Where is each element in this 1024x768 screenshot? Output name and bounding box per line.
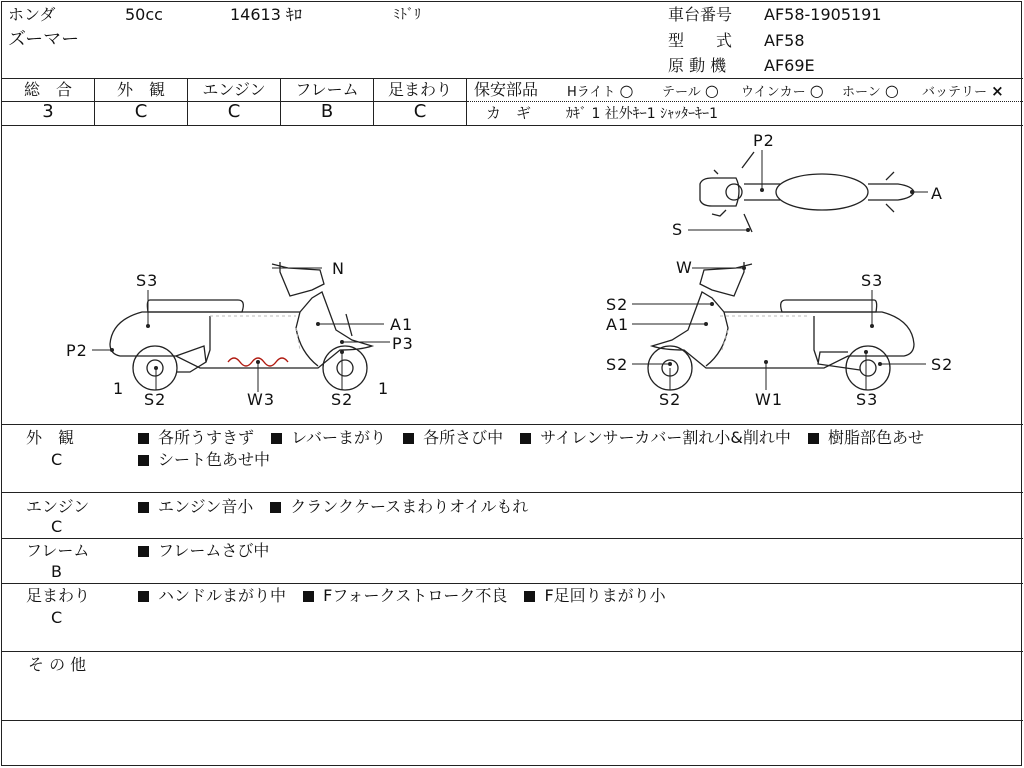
damage-label: P2 — [66, 341, 88, 360]
grade-overall: 3 — [42, 101, 54, 122]
damage-label: A1 — [390, 315, 414, 334]
key-info: ｶｷﾞ 1 社外ｷｰ1 ｼｬｯﾀｰｷｰ1 — [566, 106, 719, 122]
type-value: AF58 — [764, 31, 805, 50]
divider — [1, 492, 1023, 493]
safety-item-headlight: Hライト ○ — [567, 81, 634, 100]
divider — [1, 720, 1023, 721]
damage-label: W — [676, 258, 693, 277]
damage-label: S2 — [659, 390, 682, 409]
safety-item-tail: テール ○ — [662, 81, 719, 100]
bullet-icon — [270, 502, 281, 513]
key-label: カ ギ — [486, 104, 532, 122]
damage-label: S3 — [861, 271, 884, 290]
remark-category: そ の 他 — [28, 655, 87, 674]
bullet-icon — [808, 433, 819, 444]
remark-category: エンジン — [26, 497, 90, 516]
damage-label: S2 — [606, 355, 629, 374]
engine-value: AF69E — [764, 56, 815, 75]
safety-item-battery: バッテリー × — [922, 82, 1004, 100]
status-mark: ○ — [884, 81, 899, 100]
remark-category: 外 観 — [26, 428, 75, 447]
safety-label: 保安部品 — [474, 80, 539, 99]
grade-frame: B — [320, 101, 334, 122]
status-mark: ○ — [619, 81, 634, 100]
status-mark: × — [991, 82, 1004, 100]
type-label: 型 式 — [668, 31, 733, 50]
damage-label: W1 — [755, 390, 783, 409]
remark-grade: C — [51, 450, 63, 469]
remark-line: ハンドルまがり中 Fフォークストローク不良 F足回りまがり小 — [138, 586, 666, 606]
damage-label: S2 — [331, 390, 354, 409]
damage-label: S3 — [856, 390, 879, 409]
remark-grade: C — [51, 517, 63, 536]
bullet-icon — [138, 433, 149, 444]
grade-label-suspension: 足まわり — [387, 80, 452, 99]
damage-label: W3 — [247, 390, 275, 409]
damage-label: N — [332, 259, 345, 278]
grade-label-exterior: 外 観 — [116, 80, 165, 99]
frame-no-label: 車台番号 — [668, 5, 733, 24]
bullet-icon — [520, 433, 531, 444]
bullet-icon — [138, 502, 149, 513]
status-mark: ○ — [704, 81, 719, 100]
remark-line: エンジン音小 クランクケースまわりオイルもれ — [138, 497, 528, 517]
divider — [1, 651, 1023, 652]
bullet-icon — [271, 433, 282, 444]
grade-engine: C — [227, 101, 241, 122]
damage-label: S2 — [606, 295, 629, 314]
grade-label-engine: エンジン — [202, 80, 266, 99]
damage-label: 1 — [378, 379, 390, 398]
damage-label: S2 — [144, 390, 167, 409]
remark-line: シート色あせ中 — [138, 450, 270, 470]
grade-label-frame: フレーム — [295, 80, 359, 99]
grade-suspension: C — [413, 101, 427, 122]
damage-label: A — [931, 184, 943, 203]
grade-exterior: C — [134, 101, 148, 122]
safety-item-horn: ホーン ○ — [842, 81, 899, 100]
damage-label: P2 — [753, 131, 775, 150]
remark-category: 足まわり — [26, 586, 91, 605]
color: ﾐﾄﾞﾘ — [393, 7, 421, 23]
remark-grade: C — [51, 608, 63, 627]
displacement: 50cc — [125, 5, 163, 24]
mileage: 14613 ｷﾛ — [230, 5, 302, 24]
engine-label: 原 動 機 — [668, 56, 727, 75]
model-name: ズーマー — [8, 29, 80, 50]
status-mark: ○ — [809, 81, 824, 100]
damage-label: P3 — [392, 334, 414, 353]
bullet-icon — [524, 591, 535, 602]
remark-grade: B — [51, 562, 62, 581]
remark-line: フレームさび中 — [138, 541, 269, 561]
maker: ホンダ — [8, 5, 56, 24]
damage-label: S — [672, 220, 684, 239]
bullet-icon — [138, 546, 149, 557]
bullet-icon — [403, 433, 414, 444]
bullet-icon — [138, 591, 149, 602]
grade-label-overall: 総 合 — [23, 80, 72, 99]
bullet-icon — [138, 455, 149, 466]
remark-category: フレーム — [26, 541, 90, 560]
divider — [1, 583, 1023, 584]
frame-no: AF58-1905191 — [764, 5, 882, 24]
damage-label: S3 — [136, 271, 159, 290]
safety-item-winker: ウインカー ○ — [741, 81, 824, 100]
remark-line: 各所うすきず レバーまがり 各所さび中 サイレンサーカバー割れ小&削れ中 樹脂部色あせ — [138, 428, 924, 448]
bullet-icon — [303, 591, 314, 602]
damage-label: A1 — [606, 315, 630, 334]
damage-label: S2 — [931, 355, 954, 374]
divider — [1, 538, 1023, 539]
damage-label: 1 — [113, 379, 125, 398]
top-view-scooter — [700, 152, 914, 232]
